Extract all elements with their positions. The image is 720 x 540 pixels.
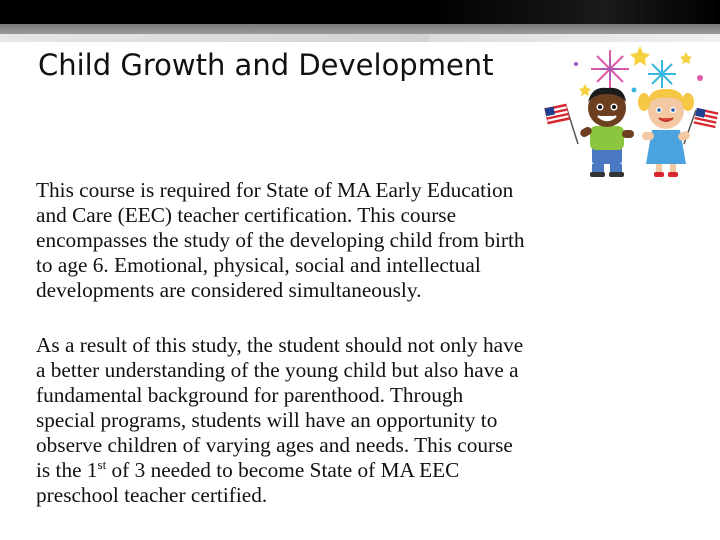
- flag-right-icon: [684, 108, 718, 144]
- paragraph-course-outcome-text: As a result of this study, the student should not only have a better understanding of the young child but also have a fundamental background for parenthood. Through special programs, students will have an opportunity to observe children of varying ages and needs. This course is the 1: [36, 333, 524, 482]
- children-with-flags-icon: [540, 44, 720, 178]
- firework-cyan-icon: [648, 60, 676, 88]
- slide-title: Child Growth and Development: [38, 48, 494, 82]
- top-light-bar-right: [430, 34, 720, 42]
- top-black-bar-right: [430, 0, 720, 24]
- top-grey-bar: [0, 24, 720, 34]
- flag-left-icon: [545, 104, 578, 144]
- paragraph-course-outcome-text-end: of 3 needed to become State of MA EEC preschool teacher certified.: [36, 458, 460, 507]
- ordinal-suffix: st: [97, 456, 107, 472]
- boy-icon: [579, 88, 634, 177]
- top-light-bar-left: [0, 34, 430, 42]
- paragraph-course-requirement: This course is required for State of MA Early Education and Care (EEC) teacher certification. This course encompasses the study of the developing child from birth to age 6. Emotional, physical, social and intellectual developments are considered simultaneously.: [36, 178, 525, 302]
- paragraph-course-outcome: [36, 333, 698, 508]
- girl-icon: [638, 89, 694, 177]
- slide-body: [36, 178, 698, 508]
